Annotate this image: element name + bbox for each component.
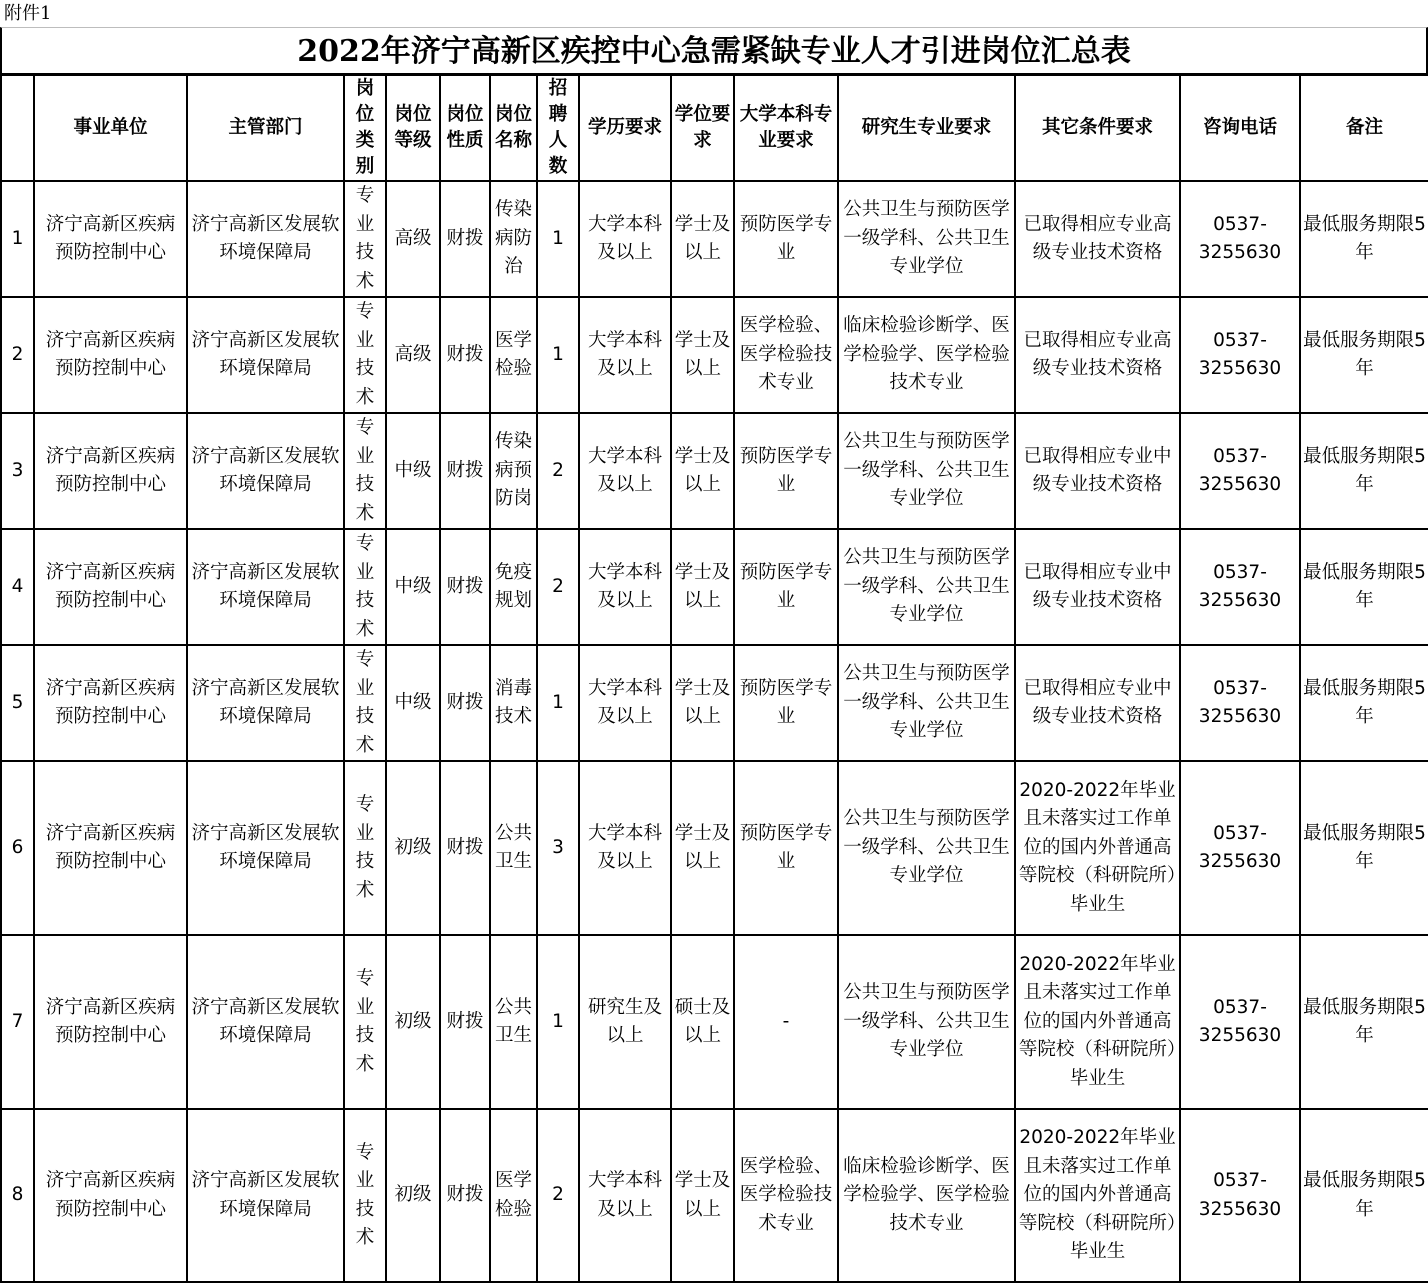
cell-unit: 济宁高新区疾病预防控制中心: [34, 529, 187, 645]
header-degree: 学位要求: [671, 75, 734, 181]
cell-grad-major: 临床检验诊断学、医学检验学、医学检验技术专业: [838, 297, 1015, 413]
cell-other: 已取得相应专业中级专业技术资格: [1015, 645, 1180, 761]
cell-dept: 济宁高新区发展软环境保障局: [187, 761, 344, 935]
table-row: [1, 529, 1428, 645]
cell-unit: 济宁高新区疾病预防控制中心: [34, 181, 187, 297]
table-row: [1, 297, 1428, 413]
table-row: [1, 645, 1428, 761]
cell-other: 已取得相应专业中级专业技术资格: [1015, 413, 1180, 529]
cell-category: 专业技术: [344, 529, 386, 645]
cell-phone: 0537-3255630: [1180, 1109, 1300, 1282]
cell-level: 中级: [386, 529, 440, 645]
cell-other: 2020-2022年毕业且未落实过工作单位的国内外普通高等院校（科研院所）毕业生: [1015, 761, 1180, 935]
cell-post: 免疫规划: [490, 529, 537, 645]
cell-phone: 0537-3255630: [1180, 181, 1300, 297]
cell-level: 初级: [386, 761, 440, 935]
cell-category: 专业技术: [344, 1109, 386, 1282]
cell-no: 7: [1, 935, 34, 1109]
cell-count: 1: [537, 935, 579, 1109]
cell-grad-major: 公共卫生与预防医学一级学科、公共卫生专业学位: [838, 761, 1015, 935]
cell-undergrad-major: 医学检验、医学检验技术专业: [734, 1109, 838, 1282]
cell-dept: 济宁高新区发展软环境保障局: [187, 529, 344, 645]
cell-nature: 财拨: [440, 297, 490, 413]
header-no: [1, 75, 34, 181]
cell-count: 2: [537, 413, 579, 529]
cell-unit: 济宁高新区疾病预防控制中心: [34, 645, 187, 761]
header-dept: 主管部门: [187, 75, 344, 181]
cell-phone: 0537-3255630: [1180, 935, 1300, 1109]
cell-nature: 财拨: [440, 935, 490, 1109]
cell-level: 中级: [386, 413, 440, 529]
cell-phone: 0537-3255630: [1180, 645, 1300, 761]
table-row: [1, 935, 1428, 1109]
cell-degree: 学士及以上: [671, 1109, 734, 1282]
header-category: 岗位类别: [344, 75, 386, 181]
cell-undergrad-major: 预防医学专业: [734, 181, 838, 297]
attachment-label: 附件1: [4, 3, 52, 24]
cell-degree: 学士及以上: [671, 645, 734, 761]
cell-dept: 济宁高新区发展软环境保障局: [187, 297, 344, 413]
cell-dept: 济宁高新区发展软环境保障局: [187, 1109, 344, 1282]
cell-education: 大学本科及以上: [579, 529, 671, 645]
cell-remark: 最低服务期限5年: [1300, 645, 1428, 761]
table-row: [1, 761, 1428, 935]
cell-post: 医学检验: [490, 1109, 537, 1282]
cell-undergrad-major: 预防医学专业: [734, 413, 838, 529]
cell-count: 2: [537, 529, 579, 645]
cell-grad-major: 临床检验诊断学、医学检验学、医学检验技术专业: [838, 1109, 1015, 1282]
cell-remark: 最低服务期限5年: [1300, 1109, 1428, 1282]
cell-category: 专业技术: [344, 935, 386, 1109]
cell-post: 传染病预防岗: [490, 413, 537, 529]
cell-unit: 济宁高新区疾病预防控制中心: [34, 297, 187, 413]
page-title: 2022年济宁高新区疾控中心急需紧缺专业人才引进岗位汇总表: [0, 27, 1428, 75]
table-row: [1, 181, 1428, 297]
cell-unit: 济宁高新区疾病预防控制中心: [34, 935, 187, 1109]
cell-remark: 最低服务期限5年: [1300, 181, 1428, 297]
cell-count: 1: [537, 645, 579, 761]
cell-post: 医学检验: [490, 297, 537, 413]
cell-remark: 最低服务期限5年: [1300, 529, 1428, 645]
cell-post: 消毒技术: [490, 645, 537, 761]
cell-phone: 0537-3255630: [1180, 413, 1300, 529]
cell-education: 大学本科及以上: [579, 413, 671, 529]
cell-no: 2: [1, 297, 34, 413]
cell-level: 高级: [386, 297, 440, 413]
cell-remark: 最低服务期限5年: [1300, 935, 1428, 1109]
cell-category: 专业技术: [344, 761, 386, 935]
cell-nature: 财拨: [440, 761, 490, 935]
cell-grad-major: 公共卫生与预防医学一级学科、公共卫生专业学位: [838, 529, 1015, 645]
cell-no: 3: [1, 413, 34, 529]
cell-dept: 济宁高新区发展软环境保障局: [187, 935, 344, 1109]
cell-undergrad-major: 预防医学专业: [734, 761, 838, 935]
cell-degree: 硕士及以上: [671, 935, 734, 1109]
cell-education: 研究生及以上: [579, 935, 671, 1109]
cell-phone: 0537-3255630: [1180, 529, 1300, 645]
cell-nature: 财拨: [440, 181, 490, 297]
cell-degree: 学士及以上: [671, 529, 734, 645]
cell-dept: 济宁高新区发展软环境保障局: [187, 181, 344, 297]
cell-level: 初级: [386, 935, 440, 1109]
cell-post: 公共卫生: [490, 935, 537, 1109]
cell-degree: 学士及以上: [671, 181, 734, 297]
cell-level: 中级: [386, 645, 440, 761]
cell-undergrad-major: 预防医学专业: [734, 529, 838, 645]
cell-nature: 财拨: [440, 645, 490, 761]
header-remark: 备注: [1300, 75, 1428, 181]
cell-undergrad-major: 预防医学专业: [734, 645, 838, 761]
cell-no: 1: [1, 181, 34, 297]
cell-dept: 济宁高新区发展软环境保障局: [187, 413, 344, 529]
header-undergrad-major: 大学本科专业要求: [734, 75, 838, 181]
table-row: [1, 1109, 1428, 1282]
cell-education: 大学本科及以上: [579, 761, 671, 935]
cell-category: 专业技术: [344, 297, 386, 413]
header-row: [1, 75, 1428, 181]
cell-grad-major: 公共卫生与预防医学一级学科、公共卫生专业学位: [838, 181, 1015, 297]
header-nature: 岗位性质: [440, 75, 490, 181]
cell-degree: 学士及以上: [671, 413, 734, 529]
cell-no: 4: [1, 529, 34, 645]
cell-phone: 0537-3255630: [1180, 297, 1300, 413]
cell-education: 大学本科及以上: [579, 297, 671, 413]
cell-nature: 财拨: [440, 529, 490, 645]
cell-no: 6: [1, 761, 34, 935]
cell-dept: 济宁高新区发展软环境保障局: [187, 645, 344, 761]
header-level: 岗位等级: [386, 75, 440, 181]
cell-degree: 学士及以上: [671, 761, 734, 935]
cell-unit: 济宁高新区疾病预防控制中心: [34, 761, 187, 935]
cell-count: 2: [537, 1109, 579, 1282]
header-phone: 咨询电话: [1180, 75, 1300, 181]
cell-other: 2020-2022年毕业且未落实过工作单位的国内外普通高等院校（科研院所）毕业生: [1015, 935, 1180, 1109]
header-post: 岗位名称: [490, 75, 537, 181]
cell-no: 5: [1, 645, 34, 761]
cell-grad-major: 公共卫生与预防医学一级学科、公共卫生专业学位: [838, 935, 1015, 1109]
cell-grad-major: 公共卫生与预防医学一级学科、公共卫生专业学位: [838, 645, 1015, 761]
cell-education: 大学本科及以上: [579, 1109, 671, 1282]
cell-nature: 财拨: [440, 413, 490, 529]
header-other: 其它条件要求: [1015, 75, 1180, 181]
cell-education: 大学本科及以上: [579, 645, 671, 761]
cell-undergrad-major: 医学检验、医学检验技术专业: [734, 297, 838, 413]
cell-other: 2020-2022年毕业且未落实过工作单位的国内外普通高等院校（科研院所）毕业生: [1015, 1109, 1180, 1282]
cell-degree: 学士及以上: [671, 297, 734, 413]
cell-education: 大学本科及以上: [579, 181, 671, 297]
cell-other: 已取得相应专业高级专业技术资格: [1015, 297, 1180, 413]
cell-other: 已取得相应专业中级专业技术资格: [1015, 529, 1180, 645]
cell-remark: 最低服务期限5年: [1300, 413, 1428, 529]
header-count: 招聘人数: [537, 75, 579, 181]
header-unit: 事业单位: [34, 75, 187, 181]
header-education: 学历要求: [579, 75, 671, 181]
table-row: [1, 413, 1428, 529]
positions-table: [0, 74, 1428, 1283]
cell-other: 已取得相应专业高级专业技术资格: [1015, 181, 1180, 297]
cell-no: 8: [1, 1109, 34, 1282]
cell-remark: 最低服务期限5年: [1300, 761, 1428, 935]
cell-phone: 0537-3255630: [1180, 761, 1300, 935]
cell-count: 1: [537, 297, 579, 413]
cell-unit: 济宁高新区疾病预防控制中心: [34, 413, 187, 529]
cell-count: 1: [537, 181, 579, 297]
cell-post: 传染病防治: [490, 181, 537, 297]
cell-grad-major: 公共卫生与预防医学一级学科、公共卫生专业学位: [838, 413, 1015, 529]
cell-post: 公共卫生: [490, 761, 537, 935]
cell-remark: 最低服务期限5年: [1300, 297, 1428, 413]
cell-category: 专业技术: [344, 413, 386, 529]
cell-count: 3: [537, 761, 579, 935]
cell-level: 初级: [386, 1109, 440, 1282]
cell-level: 高级: [386, 181, 440, 297]
cell-undergrad-major: -: [734, 935, 838, 1109]
header-grad-major: 研究生专业要求: [838, 75, 1015, 181]
cell-category: 专业技术: [344, 181, 386, 297]
cell-category: 专业技术: [344, 645, 386, 761]
cell-unit: 济宁高新区疾病预防控制中心: [34, 1109, 187, 1282]
cell-nature: 财拨: [440, 1109, 490, 1282]
